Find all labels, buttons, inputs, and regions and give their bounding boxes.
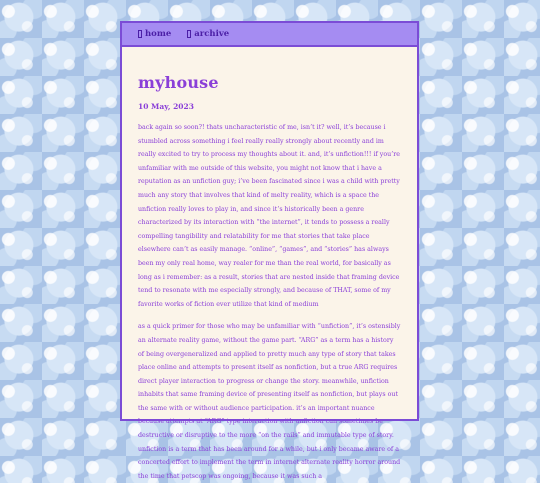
nav-archive-label[interactable]: archive: [194, 29, 230, 39]
missing-glyph-icon: [187, 30, 191, 38]
blog-container: [120, 21, 419, 480]
post-content: [122, 47, 417, 483]
post-paragraph-2: as a quick primer for those who may be unfamiliar with “unfiction”, it’s ostensibly an alternate reality game, without the game part. “ARG” as a term has a history of being overgeneralized and applied to pretty much any type of story that takes place online and attempts to present itself as nonfiction, but a true ARG requires direct player interaction to progress or change the story. meanwhile, unfiction inhabits that same framing device of presenting itself as nonfiction, but plays out the same with or without audience participation. it’s an important nuance because attempts at “ARG” type interaction with unfiction can sometimes be destructive or disruptive to the more “on the rails” and immutable type of story. unfiction is a term that has been around for a while, but i only became aware of a concerted effort to implement the term in internet alternate reality horror around the time that petscop was ongoing, because it was such a: [138, 323, 401, 480]
top-nav: [122, 23, 417, 47]
nav-archive-link[interactable]: [187, 29, 229, 39]
post-paragraph-1: back again so soon?! thats uncharacteristic of me, isn’t it? well, it’s because i stumbled across something i feel really really strongly about recently and im really excited to try to process my thoughts about it. and, it’s unfiction!!! if you’re unfamiliar with me outside of this website, you might not know that i have a reputation as an unfiction guy; i’ve been fascinated since i was a child with pretty much any story that involves that kind of melty reality, which is a space the unfiction really loves to play in, and since it’s historically been a genre characterized by its interaction with “the internet”, it tends to possess a really compelling tangibility and relatability for me that stories that take place elsewhere can’t as easily manage. “online”, “games”, and “stories” has always been my only real home, way realer for me than the real world, for basically as long as i remember: as a result, stories that are nested inside that framing device tend to resonate with me especially strongly, and because of THAT, some of my favorite works of fiction ever utilize that kind of medium: [138, 124, 400, 308]
post-title: myhouse: [138, 73, 219, 92]
nav-home-link[interactable]: [138, 29, 171, 39]
missing-glyph-icon: [138, 30, 142, 38]
nav-home-label[interactable]: home: [145, 29, 172, 39]
post-date: 10 May, 2023: [138, 102, 194, 111]
